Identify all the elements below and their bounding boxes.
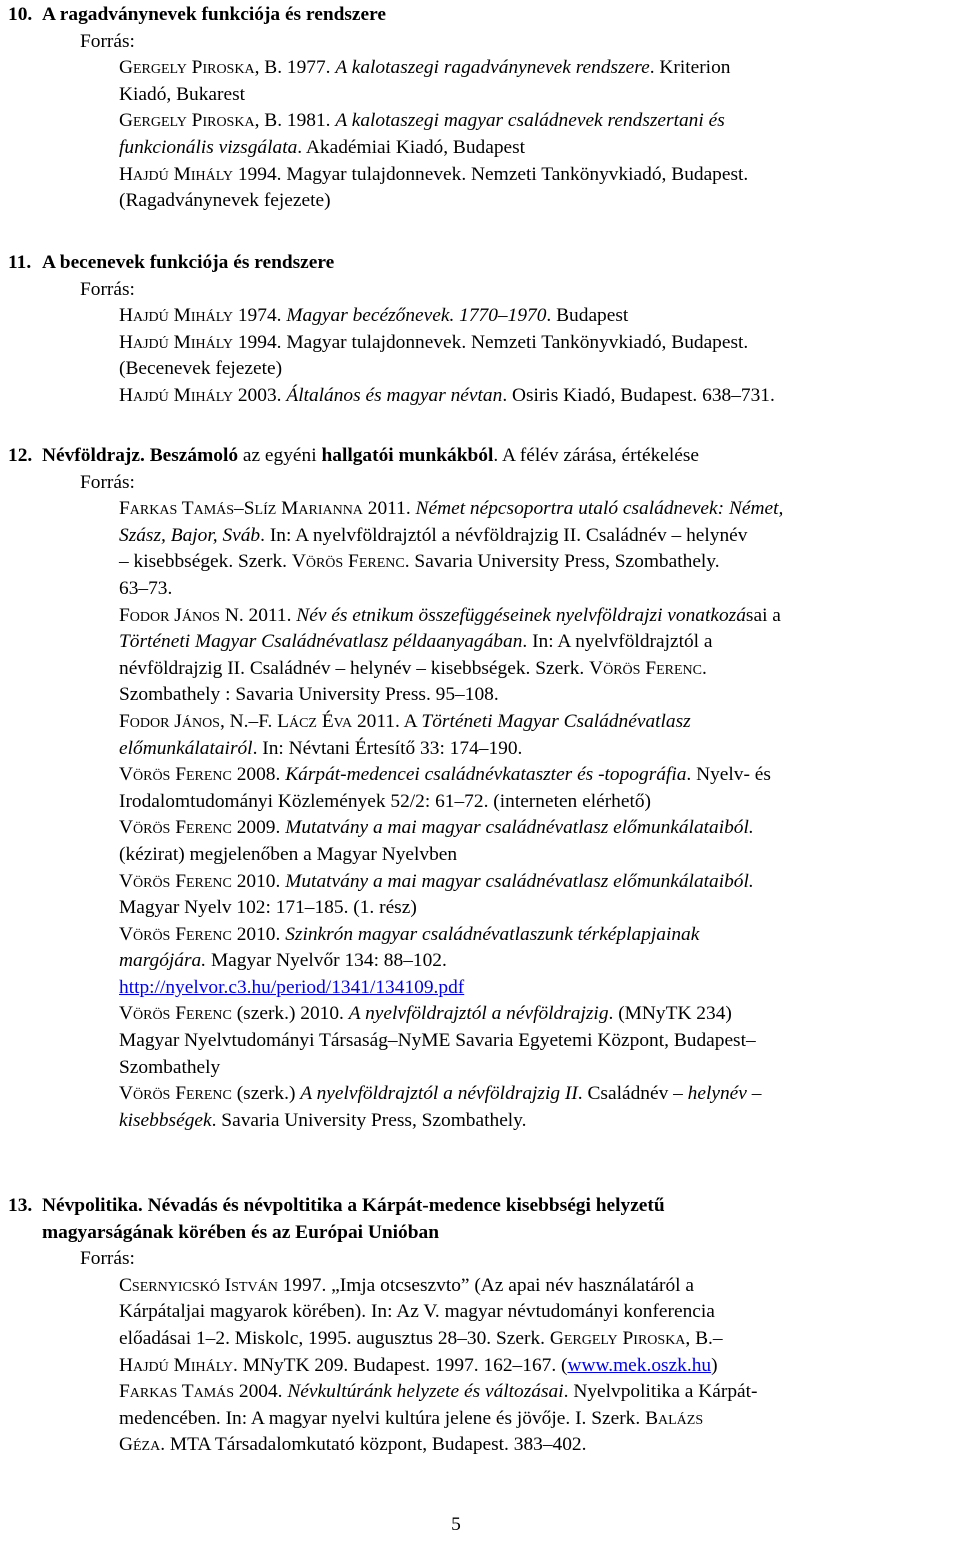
entry-text: 2011. A — [352, 710, 422, 732]
entry-text: (Ragadványnevek fejezete) — [119, 190, 331, 212]
url-link[interactable]: http://nyelvor.c3.hu/period/1341/134109.pdf — [119, 976, 465, 998]
entry-line — [119, 188, 795, 215]
bib-entry — [0, 303, 795, 330]
entry-text: . Családnév – — [577, 1083, 688, 1105]
entry-line — [119, 108, 795, 135]
entry-text: 2003. — [233, 384, 287, 406]
entry-text: 1997. „Imja otcseszvto” (Az apai név használatáról a — [277, 1274, 694, 1296]
section-number: 12. — [8, 445, 33, 466]
italic-title: A nyelvföldrajztól a névföldrajzig — [348, 1003, 609, 1025]
entry-line — [119, 1055, 795, 1082]
title-part: Névföldrajz. — [42, 445, 150, 466]
bib-entry — [0, 603, 795, 709]
entry-line — [119, 1432, 795, 1459]
entry-text: . Nyelvpolitika a Kárpát- — [563, 1381, 758, 1403]
author-name: Csernyicskó István — [119, 1274, 278, 1296]
entry-line — [119, 162, 795, 189]
author-name: Vörös Ferenc — [119, 1083, 232, 1105]
bib-entry — [0, 922, 795, 1002]
author-name: Balázs — [645, 1407, 704, 1429]
entry-text: . In: A nyelvföldrajztól a — [522, 631, 713, 653]
entry-line — [119, 496, 795, 523]
italic-title: Kárpát-medencei családnévkataszter és -topográfia — [285, 764, 687, 786]
entry-text: . Osiris Kiadó, Budapest. 638–731. — [502, 384, 775, 406]
bib-entry — [0, 762, 795, 815]
entry-text: Szombathely : Savaria University Press. 95–108. — [119, 684, 499, 706]
entry-text: (Becenevek fejezete) — [119, 358, 283, 380]
entry-text: , B.– — [685, 1327, 723, 1349]
entry-line — [119, 1406, 795, 1433]
author-name: Gergely Piroska — [119, 110, 255, 132]
section-title — [42, 445, 699, 466]
entry-text: Magyar Nyelvőr 134: 88–102. — [206, 950, 447, 972]
bib-entry — [0, 1379, 795, 1459]
italic-title: A kalotaszegi ragadványnevek rendszere — [335, 57, 650, 79]
italic-title: Német népcsoportra utaló családnevek: Német, — [415, 498, 784, 520]
title-part: Beszámoló — [149, 445, 243, 466]
entry-text: 2010. — [231, 923, 286, 945]
author-name: Hajdú Mihály — [119, 163, 234, 185]
section-heading — [0, 443, 960, 470]
italic-title: Névkultúránk helyzete és változásai — [287, 1381, 564, 1403]
entry-text: Kárpátaljai magyarok körében). In: Az V. magyar névtudományi konferencia — [119, 1301, 715, 1323]
bib-entry — [0, 330, 795, 383]
entry-text: sai a — [745, 604, 781, 626]
entry-text: . (MNyTK 234) — [608, 1003, 732, 1025]
section-number: 11. — [8, 252, 32, 273]
bib-entry — [0, 815, 795, 868]
author-name: Fodor János — [119, 710, 220, 732]
author-name: Vörös Ferenc — [119, 1003, 232, 1025]
entry-line — [119, 629, 795, 656]
entry-line — [119, 922, 795, 949]
bib-entry — [0, 162, 795, 215]
entry-line — [119, 383, 795, 410]
entry-text: 2004. — [234, 1381, 288, 1403]
entry-text: . Akadémiai Kiadó, Budapest — [297, 136, 526, 158]
author-name: Farkas Tamás — [119, 1381, 235, 1403]
italic-title: Mutatvány a mai magyar családnévatlasz előmunkálataiból. — [285, 870, 754, 892]
entry-text: . — [701, 657, 707, 679]
entry-line — [119, 523, 795, 550]
entry-line — [119, 1299, 795, 1326]
entry-text: 2009. — [231, 817, 286, 839]
bib-entry — [0, 1081, 795, 1134]
source-label: Forrás: — [80, 471, 135, 493]
entry-line — [119, 1326, 795, 1353]
entry-line — [119, 135, 795, 162]
author-name: Vörös Ferenc — [119, 923, 232, 945]
author-name: Lácz Éva — [277, 710, 353, 732]
entry-line — [119, 869, 795, 896]
italic-title: Történeti Magyar Családnévatlasz — [421, 710, 691, 732]
page-number: 5 — [451, 1514, 461, 1535]
entry-text: – kisebbségek. Szerk. — [119, 551, 292, 573]
italic-title: helynév – — [687, 1083, 762, 1105]
italic-title: Szinkrón magyar családnévatlaszunk térképlapjainak — [285, 923, 700, 945]
bib-entry — [0, 108, 795, 161]
url-link[interactable]: www.mek.oszk.hu — [567, 1354, 712, 1376]
italic-title: előmunkálatairól — [119, 737, 253, 759]
entry-line — [119, 709, 795, 736]
entry-text: , B. 1977. — [254, 57, 336, 79]
entry-text: 2010. — [231, 870, 286, 892]
entry-line — [119, 1379, 795, 1406]
section-12 — [0, 443, 960, 1134]
italic-title: A kalotaszegi magyar családnevek rendszertani és — [335, 110, 725, 132]
entry-text: N. 2011. — [219, 604, 297, 626]
entry-text: . MNyTK 209. Budapest. 1997. 162–167. ( — [233, 1354, 568, 1376]
entry-line — [119, 789, 795, 816]
italic-title: kisebbségek — [119, 1109, 212, 1131]
bib-entry — [0, 1001, 795, 1081]
entry-line — [119, 1001, 795, 1028]
entry-line — [119, 682, 795, 709]
author-name: Hajdú Mihály — [119, 331, 234, 353]
entry-text: névföldrajzig II. Családnév – helynév – kisebbségek. Szerk. — [119, 657, 590, 679]
source-label: Forrás: — [80, 278, 135, 300]
entry-line — [119, 330, 795, 357]
entry-text: (szerk.) — [231, 1083, 301, 1105]
entry-text: (szerk.) 2010. — [231, 1003, 349, 1025]
author-name: Vörös Ferenc — [119, 817, 232, 839]
section-heading — [0, 250, 960, 277]
entry-text: 1994. Magyar tulajdonnevek. Nemzeti Tankönyvkiadó, Budapest. — [233, 163, 749, 185]
author-name: Vörös Ferenc — [291, 551, 405, 573]
entry-line — [119, 1353, 795, 1380]
section-heading — [0, 2, 960, 29]
entry-line — [119, 895, 795, 922]
entry-text: . Nyelv- és — [686, 764, 771, 786]
italic-title: A nyelvföldrajztól a névföldrajzig II — [300, 1083, 578, 1105]
source-label: Forrás: — [80, 30, 135, 52]
entry-text: , N.–F. — [219, 710, 278, 732]
section-heading — [0, 1193, 960, 1220]
bib-entry — [0, 709, 795, 762]
entry-text: 1994. Magyar tulajdonnevek. Nemzeti Tankönyvkiadó, Budapest. — [233, 331, 749, 353]
entry-line — [119, 736, 795, 763]
bib-entry — [0, 496, 795, 602]
author-name: Géza — [119, 1434, 161, 1456]
bib-entry — [0, 55, 795, 108]
section-title: A ragadványnevek funkciója és rendszere — [42, 4, 387, 25]
entry-line — [119, 815, 795, 842]
entry-text: 1974. — [233, 305, 287, 327]
entry-line — [119, 842, 795, 869]
title-part: Névpolitika. — [42, 1195, 148, 1216]
title-part: . A félév zárása, értékelése — [493, 445, 700, 466]
entry-text: 2011. — [362, 498, 416, 520]
italic-title: Mutatvány a mai magyar családnévatlasz előmunkálataiból. — [285, 817, 754, 839]
entry-line — [119, 303, 795, 330]
entry-text: Magyar Nyelv 102: 171–185. (1. rész) — [119, 897, 417, 919]
bib-entry — [0, 1273, 795, 1379]
entry-line — [119, 1028, 795, 1055]
section-title-continued: magyarságának körében és az Európai Unióban — [42, 1221, 440, 1243]
source-label: Forrás: — [80, 1248, 135, 1270]
entry-line — [119, 948, 795, 975]
author-name: Hajdú Mihály — [119, 305, 234, 327]
section-title — [42, 1195, 665, 1216]
entry-line — [119, 656, 795, 683]
entry-line — [119, 576, 795, 603]
italic-title: Történeti Magyar Családnévatlasz példaanyagában — [119, 631, 523, 653]
italic-title: Általános és magyar névtan — [286, 384, 503, 406]
entry-line — [119, 356, 795, 383]
italic-title: Szász, Bajor, Sváb — [119, 524, 261, 546]
entry-line — [119, 975, 795, 1002]
author-name: Vörös Ferenc — [589, 657, 702, 679]
entry-text: . Kriterion — [649, 57, 731, 79]
author-name: Hajdú Mihály — [119, 1354, 234, 1376]
entry-text: . Savaria University Press, Szombathely. — [404, 551, 720, 573]
entry-text: Magyar Nyelvtudományi Társaság–NyME Savaria Egyetemi Központ, Budapest– — [119, 1030, 756, 1052]
author-name: Fodor János — [119, 604, 220, 626]
section-title: A becenevek funkciója és rendszere — [42, 252, 335, 273]
entry-line — [119, 762, 795, 789]
entry-text: Kiadó, Bukarest — [119, 83, 246, 105]
entry-text: . Savaria University Press, Szombathely. — [211, 1109, 527, 1131]
author-name: Vörös Ferenc — [119, 870, 232, 892]
author-name: Farkas Tamás–Slíz Marianna — [119, 498, 363, 520]
entry-line — [119, 1108, 795, 1135]
entry-line — [119, 1081, 795, 1108]
entry-line — [119, 549, 795, 576]
title-part: Névadás és névpoltitika a Kárpát-medence kisebbségi helyzetű — [147, 1195, 665, 1216]
entry-text: Irodalomtudományi Közlemények 52/2: 61–72. (interneten elérhető) — [119, 790, 652, 812]
entry-text: . Budapest — [546, 305, 629, 327]
entry-text: , B. 1981. — [254, 110, 336, 132]
entry-text: (kézirat) megjelenőben a Magyar Nyelvben — [119, 843, 458, 865]
entry-text: . In: A nyelvföldrajztól a névföldrajzig II. Családnév – helynév — [260, 524, 748, 546]
italic-title: margójára. — [119, 950, 207, 972]
bib-entry — [0, 383, 795, 410]
author-name: Gergely Piroska — [549, 1327, 686, 1349]
italic-title: Név és etnikum összefüggéseinek nyelvföldrajzi vonatkozá — [296, 604, 746, 626]
entry-line — [119, 55, 795, 82]
section-number: 10. — [8, 4, 33, 25]
entry-line — [119, 603, 795, 630]
section-11 — [0, 250, 960, 410]
section-number: 13. — [8, 1195, 33, 1216]
entry-line — [119, 1273, 795, 1300]
title-part: hallgatói munkákból — [321, 445, 494, 466]
title-part: az egyéni — [242, 445, 322, 466]
entry-text: . MTA Társadalomkutató központ, Budapest. 383–402. — [160, 1434, 587, 1456]
entry-text: medencében. In: A magyar nyelvi kultúra jelene és jövője. I. Szerk. — [119, 1407, 646, 1429]
entry-text: előadásai 1–2. Miskolc, 1995. augusztus 28–30. Szerk. — [119, 1327, 550, 1349]
entry-text: 2008. — [231, 764, 286, 786]
italic-title: funkcionális vizsgálata — [119, 136, 298, 158]
entry-text: 63–73. — [119, 577, 173, 599]
entry-text: Szombathely — [119, 1056, 221, 1078]
italic-title: Magyar becézőnevek. 1770–1970 — [286, 305, 547, 327]
author-name: Hajdú Mihály — [119, 384, 234, 406]
author-name: Vörös Ferenc — [119, 764, 232, 786]
entry-text: . In: Névtani Értesítő 33: 174–190. — [252, 737, 523, 759]
entry-text: ) — [711, 1354, 718, 1376]
section-13 — [0, 1193, 960, 1459]
bib-entry — [0, 869, 795, 922]
section-10 — [0, 2, 960, 215]
entry-line — [119, 82, 795, 109]
author-name: Gergely Piroska — [119, 57, 255, 79]
